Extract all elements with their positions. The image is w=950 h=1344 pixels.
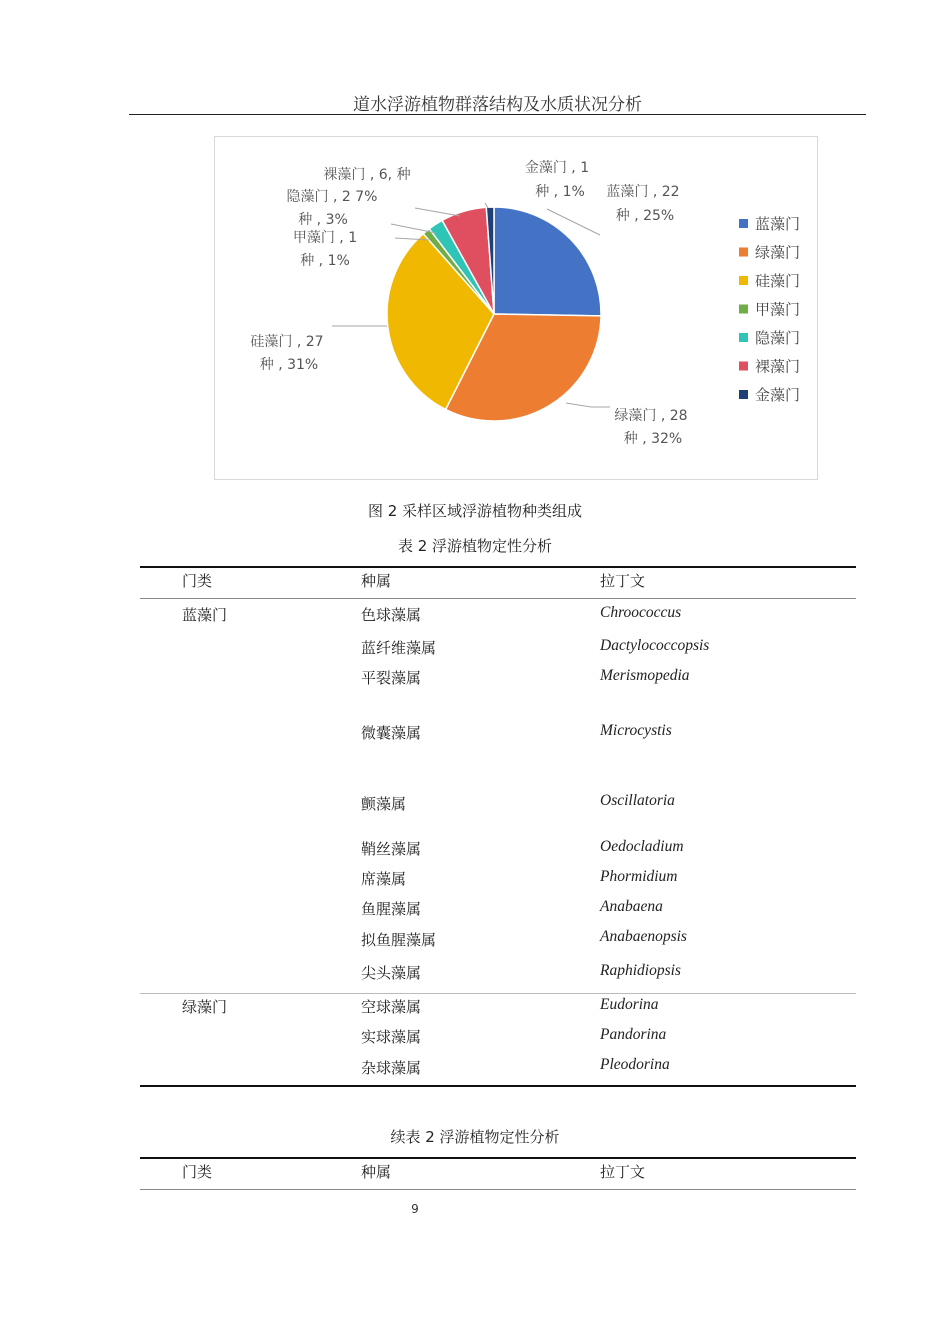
- latin-cell: Pandorina: [600, 1026, 667, 1043]
- data-label-1-line-2: 种 , 25%: [615, 208, 675, 224]
- latin-cell: Eudorina: [600, 996, 659, 1013]
- legend-label-4: 甲藻门: [755, 300, 801, 319]
- latin-cell: Chroococcus: [600, 604, 682, 621]
- pie-chart-frame: [214, 136, 818, 480]
- legend-label-5: 隐藻门: [755, 329, 801, 347]
- legend-swatch-4: [739, 305, 748, 314]
- genus-cell: 拟鱼腥藻属: [361, 931, 437, 949]
- genus-cell: 微囊藻属: [361, 724, 422, 742]
- table-header-rule: [140, 598, 856, 599]
- legend-swatch-6: [739, 362, 748, 371]
- group-divider-rule: [140, 993, 856, 994]
- genus-cell: 蓝纤维藻属: [361, 639, 437, 657]
- figure-caption: 图 2 采样区域浮游植物种类组成: [367, 502, 583, 520]
- legend-label-1: 蓝藻门: [755, 215, 801, 233]
- col-header-latin: 拉丁文: [600, 572, 646, 590]
- latin-cell: Oedocladium: [600, 838, 684, 855]
- genus-cell: 杂球藻属: [361, 1059, 422, 1077]
- legend-label-6: 裸藻门: [755, 357, 801, 376]
- pie-chart: [215, 137, 819, 481]
- latin-cell: Raphidiopsis: [600, 962, 681, 979]
- col-header-genus: 种属: [361, 572, 392, 590]
- data-label-3-line-1: 硅藻门 , 27: [250, 334, 324, 350]
- table-bottom-rule: [140, 1085, 856, 1087]
- legend-swatch-7: [739, 390, 748, 399]
- data-label-4-line-2: 种 , 1%: [300, 253, 350, 269]
- continued-table-caption: 续表 2 浮游植物定性分析: [390, 1128, 560, 1146]
- genus-cell: 颤藻属: [361, 795, 407, 813]
- page-number: 9: [411, 1202, 419, 1216]
- data-label-2-line-1: 绿藻门 , 28: [614, 408, 688, 424]
- phylum-cell: 蓝藻门: [182, 606, 228, 624]
- legend-swatch-5: [739, 333, 748, 342]
- col-header-phylum: 门类: [182, 572, 213, 590]
- genus-cell: 席藻属: [361, 870, 407, 888]
- legend-swatch-2: [739, 248, 748, 257]
- col-header-genus: 种属: [361, 1163, 392, 1181]
- data-label-6-line-1: 裸藻门 , 6, 种: [323, 167, 411, 183]
- leader-line-6: [415, 208, 460, 216]
- genus-cell: 鱼腥藻属: [361, 900, 422, 918]
- running-header-title: 道水浮游植物群落结构及水质状况分析: [353, 95, 642, 115]
- latin-cell: Pleodorina: [600, 1056, 670, 1073]
- genus-cell: 色球藻属: [361, 606, 422, 624]
- legend-label-7: 金藻门: [755, 386, 801, 404]
- header-rule: [129, 114, 866, 115]
- latin-cell: Oscillatoria: [600, 792, 675, 809]
- data-label-5-line-1: 隐藻门 , 2 7%: [286, 189, 378, 205]
- data-label-2-line-2: 种 , 32%: [623, 431, 683, 447]
- latin-cell: Phormidium: [600, 868, 678, 885]
- latin-cell: Anabaena: [600, 898, 663, 915]
- genus-cell: 鞘丝藻属: [361, 840, 422, 858]
- data-label-5-line-2: 种 , 3%: [298, 212, 348, 228]
- leader-line-2: [566, 403, 610, 407]
- genus-cell: 空球藻属: [361, 998, 422, 1016]
- latin-cell: Merismopedia: [600, 667, 690, 684]
- genus-cell: 实球藻属: [361, 1028, 422, 1046]
- legend-label-3: 硅藻门: [755, 272, 801, 290]
- col-header-latin: 拉丁文: [600, 1163, 646, 1181]
- col-header-phylum: 门类: [182, 1163, 213, 1181]
- continued-table-header-rule: [140, 1189, 856, 1190]
- genus-cell: 平裂藻属: [361, 669, 422, 687]
- legend-label-2: 绿藻门: [755, 243, 801, 262]
- genus-cell: 尖头藻属: [361, 964, 422, 982]
- table-caption: 表 2 浮游植物定性分析: [397, 537, 553, 555]
- data-label-7-line-2: 种 , 1%: [535, 184, 585, 200]
- phylum-cell: 绿藻门: [182, 998, 228, 1016]
- latin-cell: Anabaenopsis: [600, 928, 687, 945]
- data-label-3-line-2: 种 , 31%: [259, 357, 319, 373]
- table-top-rule: [140, 566, 856, 568]
- data-label-4-line-1: 甲藻门 , 1: [292, 230, 358, 246]
- latin-cell: Dactylococcopsis: [600, 637, 710, 654]
- continued-table-top-rule: [140, 1157, 856, 1159]
- latin-cell: Microcystis: [600, 722, 672, 739]
- pie-slice-1: [494, 207, 601, 316]
- legend-swatch-1: [739, 219, 748, 228]
- data-label-7-line-1: 金藻门 , 1: [524, 160, 590, 176]
- data-label-1-line-1: 蓝藻门 , 22: [606, 184, 680, 200]
- legend-swatch-3: [739, 276, 748, 285]
